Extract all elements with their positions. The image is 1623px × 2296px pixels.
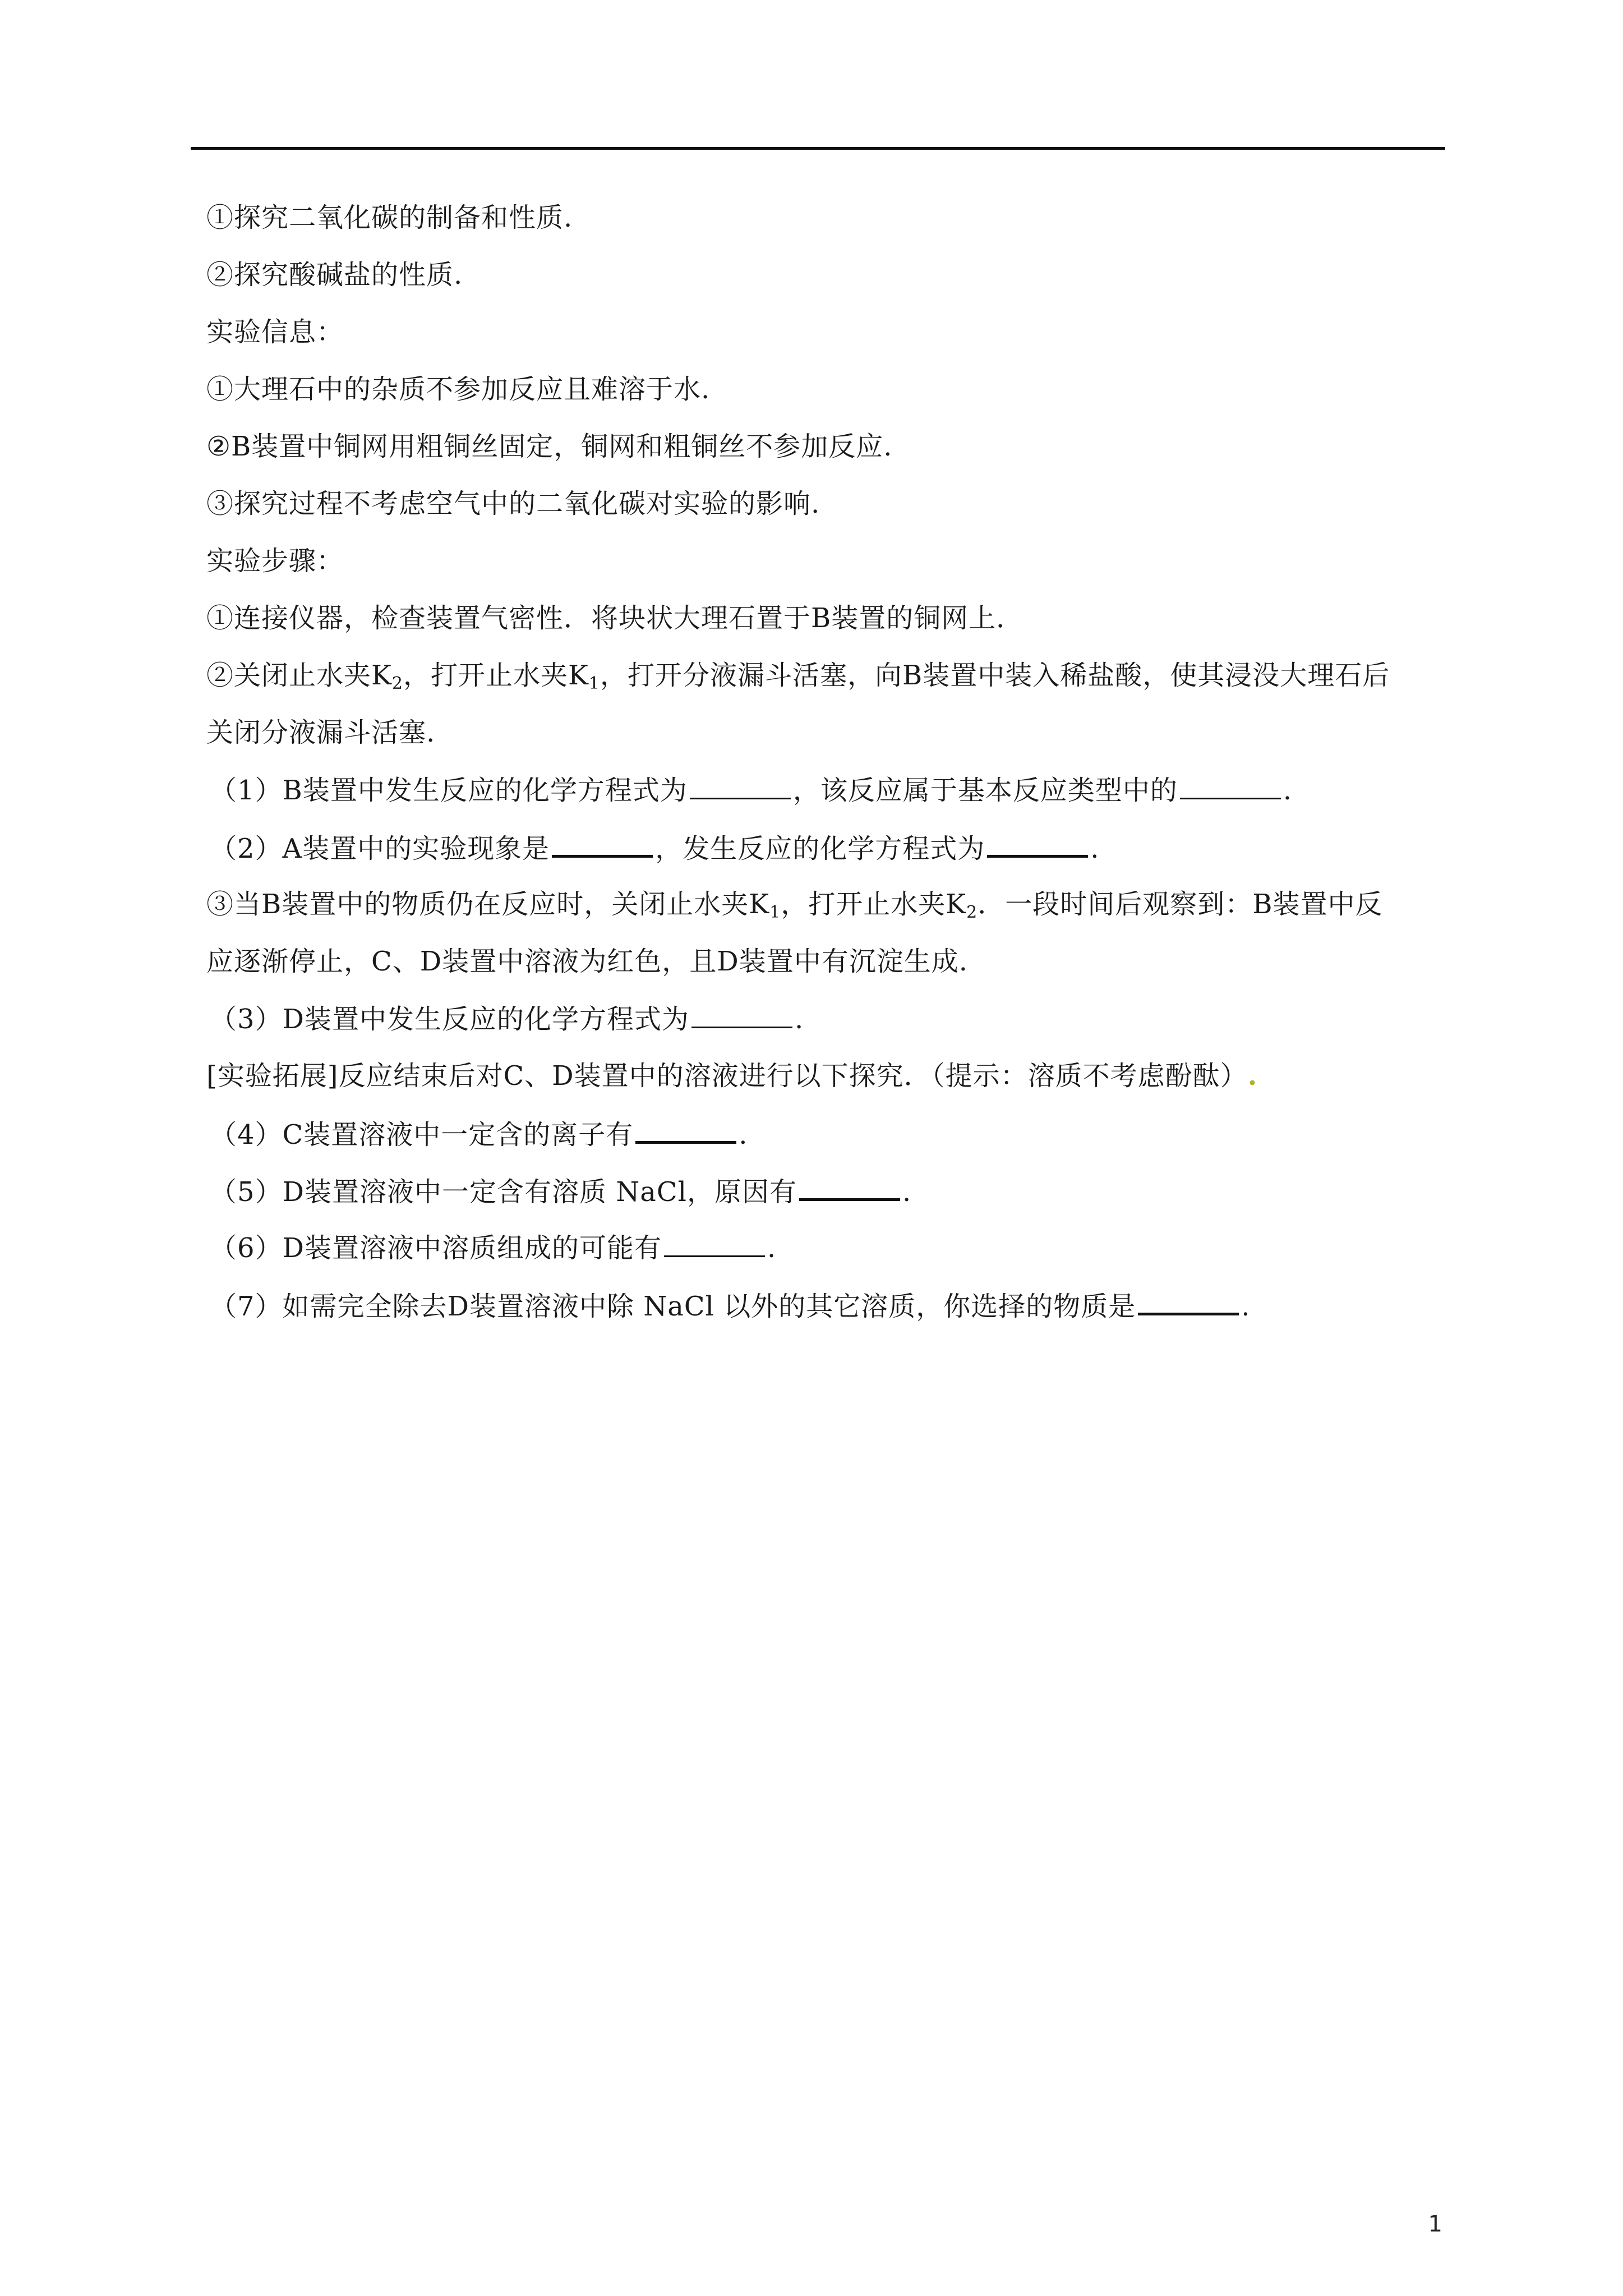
answer-blank-6[interactable] [664, 1231, 765, 1257]
info-heading: 实验信息： [206, 316, 344, 348]
question-1: （1）B装置中发生反应的化学方程式为 ，该反应属于基本反应类型中的 . [206, 773, 1440, 807]
question-3: （3）D装置中发生反应的化学方程式为 . [206, 1002, 1440, 1036]
page-number: 1 [1428, 2211, 1442, 2237]
question-4: （4）C装置溶液中一定含的离子有 . [206, 1116, 1440, 1150]
answer-blank-1a[interactable] [690, 773, 791, 799]
extension-text: [实验拓展]反应结束后对C、D装置中的溶液进行以下探究．（提示：溶质不考虑酚酞）. [206, 1060, 1258, 1092]
info-3: ③探究过程不考虑空气中的二氧化碳对实验的影响. [206, 488, 820, 519]
document-body [206, 201, 1440, 1345]
question-6: （6）D装置溶液中溶质组成的可能有 . [206, 1231, 1440, 1264]
question-7: （7）如需完全除去D装置溶液中除 NaCl 以外的其它溶质，你选择的物质是 . [206, 1288, 1440, 1322]
step-3: ③当B装置中的物质仍在反应时，关闭止水夹$K_1$，打开止水夹$K_2$．一段时间后观察到：B装置中反 应逐渐停止，C、D装置中溶液为红色，且D装置中有沉淀生成. [206, 889, 1383, 977]
info-1: ①大理石中的杂质不参加反应且难溶于水. [206, 374, 711, 405]
question-5: （5）D装置溶液中一定含有溶质 NaCl，原因有 . [206, 1174, 1440, 1207]
answer-blank-7[interactable] [1138, 1288, 1239, 1315]
answer-blank-1b[interactable] [1180, 773, 1281, 799]
answer-blank-5[interactable] [799, 1174, 900, 1201]
answer-blank-2a[interactable] [552, 830, 653, 858]
answer-blank-3[interactable] [691, 1002, 792, 1028]
goal-1: ①探究二氧化碳的制备和性质. [206, 202, 573, 233]
question-2: （2）A装置中的实验现象是 ，发生反应的化学方程式为 . [206, 830, 1440, 864]
step-1: ①连接仪器，检查装置气密性．将块状大理石置于B装置的铜网上． [206, 602, 1024, 634]
answer-blank-2b[interactable] [987, 830, 1088, 858]
goal-2: ②探究酸碱盐的性质. [206, 259, 463, 291]
steps-heading: 实验步骤： [206, 545, 344, 577]
step-2: ②关闭止水夹$K_2$，打开止水夹$K_1$，打开分液漏斗活塞，向B装置中装入稀盐酸，使其浸没大理石后 关闭分液漏斗活塞. [206, 660, 1390, 748]
answer-blank-4[interactable] [635, 1116, 736, 1144]
info-2: ②B装置中铜网用粗铜丝固定，铜网和粗铜丝不参加反应. [206, 431, 893, 462]
stray-dot: . [1247, 1060, 1258, 1092]
header-rule [191, 147, 1445, 150]
